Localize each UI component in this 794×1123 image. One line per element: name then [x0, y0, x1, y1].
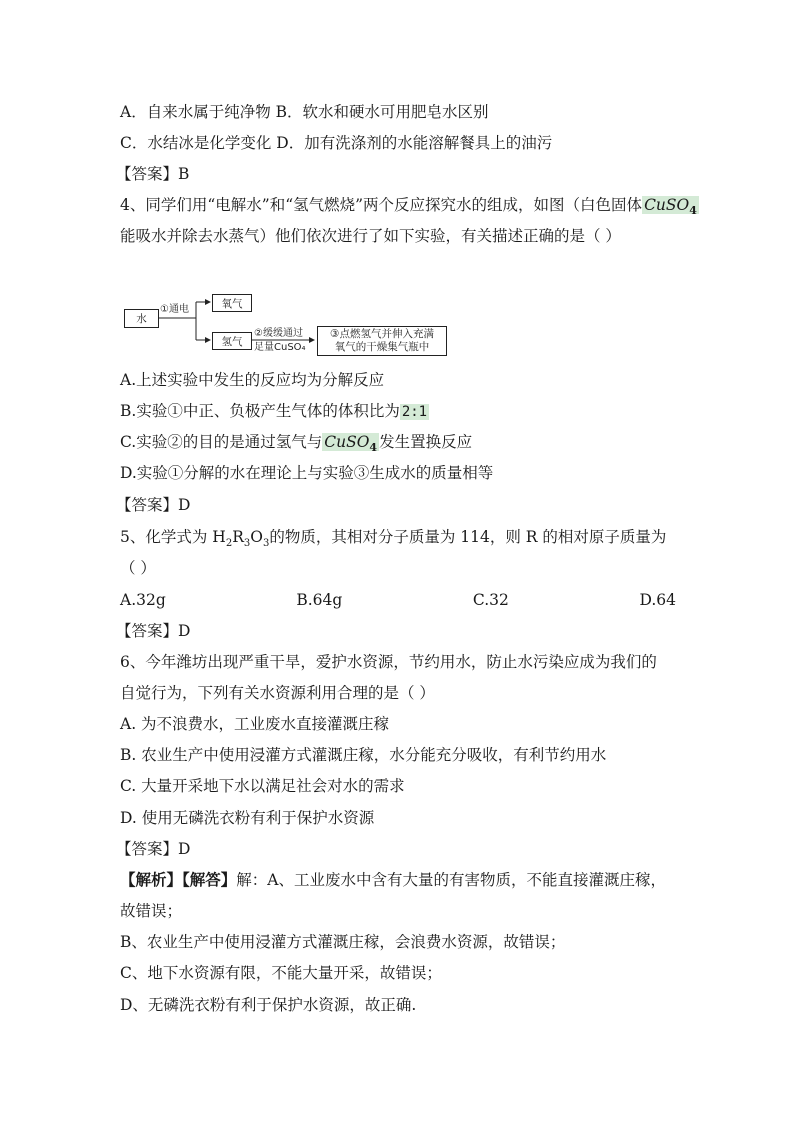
cuso4-formula [642, 196, 699, 218]
step2-label-1: ②缓缓通过 [254, 328, 303, 339]
q5-stem-line2: （ ） [120, 559, 156, 577]
q5-stem-rest: 的物质，其相对分子质量为 114，则 R 的相对原子质量为 [269, 528, 667, 546]
q5-element-r: R [232, 528, 244, 546]
analysis-text: 解：A、工业废水中含有大量的有害物质，不能直接灌溉庄稼， [236, 871, 666, 889]
q5-option-c: C.32 [472, 591, 509, 609]
q6-analysis-line3: B、农业生产中使用浸灌方式灌溉庄稼，会浪费水资源，故错误； [120, 933, 566, 951]
step1-label: ①通电 [160, 304, 189, 315]
q5-stem-start: 5、化学式为 H [120, 528, 226, 546]
step3-line2: 氧气的干燥集气瓶中 [334, 341, 430, 353]
q4-stem-text: 4、同学们用“电解水”和“氢气燃烧”两个反应探究水的组成，如图（白色固体 [120, 196, 643, 214]
q6-option-b: B. 农业生产中使用浸灌方式灌溉庄稼，水分能充分吸收，有利节约用水 [120, 746, 607, 764]
q6-analysis-line4: C、地下水资源有限，不能大量开采，故错误； [120, 964, 442, 982]
step2-label-2: 足量CuSO₄ [254, 342, 306, 353]
q6-stem-line2: 自觉行为，下列有关水资源利用合理的是（ ） [120, 684, 435, 702]
q5-sub-h: 2 [225, 538, 233, 550]
experiment-diagram [124, 296, 454, 360]
step3-line1: ③点燃氢气并伸入充满 [330, 328, 434, 340]
q5-option-d: D.64 [639, 591, 676, 609]
q5-option-b: B.64g [296, 591, 343, 609]
q4-option-a: A.上述实验中发生的反应均为分解反应 [120, 371, 385, 389]
hydrogen-box: 氢气 [212, 332, 252, 350]
q5-element-o: O [250, 528, 263, 546]
q6-option-c: C. 大量开采地下水以满足社会对水的需求 [120, 777, 405, 795]
q6-answer: 【答案】D [116, 840, 191, 858]
formula-main: CuSO [644, 196, 690, 214]
formula-sub: 4 [689, 204, 697, 218]
q6-analysis-line5: D、无磷洗衣粉有利于保护水资源，故正确. [120, 996, 417, 1014]
q4-option-c-post: 发生置换反应 [379, 433, 473, 451]
q6-option-a: A. 为不浪费水，工业废水直接灌溉庄稼 [120, 715, 390, 733]
q6-option-d: D. 使用无磷洗衣粉有利于保护水资源 [120, 809, 375, 827]
q4-stem-line1 [120, 195, 699, 221]
q5-options [120, 590, 676, 610]
analysis-tag: 【解析】【解答】 [120, 870, 237, 889]
q4-option-c [120, 432, 472, 458]
q4-option-d: D.实验①分解的水在理论上与实验③生成水的质量相等 [120, 464, 494, 482]
q3-answer: 【答案】B [116, 165, 190, 183]
formula-main: CuSO [324, 433, 370, 451]
q5-stem-line1 [120, 527, 666, 554]
q5-sub-o: 3 [243, 538, 251, 550]
q5-option-a: A.32g [120, 591, 166, 609]
q3-options-cd: C．水结冰是化学变化 D．加有洗涤剂的水能溶解餐具上的油污 [120, 134, 553, 152]
q5-answer: 【答案】D [116, 622, 191, 640]
step3-box [317, 326, 447, 356]
q3-options-ab: A．自来水属于纯净物 B．软水和硬水可用肥皂水区别 [120, 103, 489, 121]
q4-answer: 【答案】D [116, 496, 191, 514]
q4-option-c-pre: C.实验②的目的是通过氢气与 [120, 433, 323, 451]
cuso4-formula-inline [322, 433, 379, 455]
q4-option-b-text: B.实验①中正、负极产生气体的体积比为 [120, 402, 400, 420]
q6-stem-line1: 6、今年潍坊出现严重干旱，爱护水资源，节约用水，防止水污染应成为我们的 [120, 653, 657, 671]
water-box: 水 [124, 309, 159, 328]
formula-sub: 4 [369, 441, 378, 455]
q4-stem-line2: 能吸水并除去水蒸气）他们依次进行了如下实验，有关描述正确的是（ ） [120, 227, 621, 245]
q6-analysis-line1 [120, 870, 666, 890]
q6-analysis-line2: 故错误； [120, 902, 183, 920]
oxygen-box: 氧气 [212, 294, 252, 312]
volume-ratio: 2:1 [401, 404, 428, 420]
q4-option-b [120, 401, 429, 422]
q5-sub-o2: 3 [262, 538, 270, 550]
